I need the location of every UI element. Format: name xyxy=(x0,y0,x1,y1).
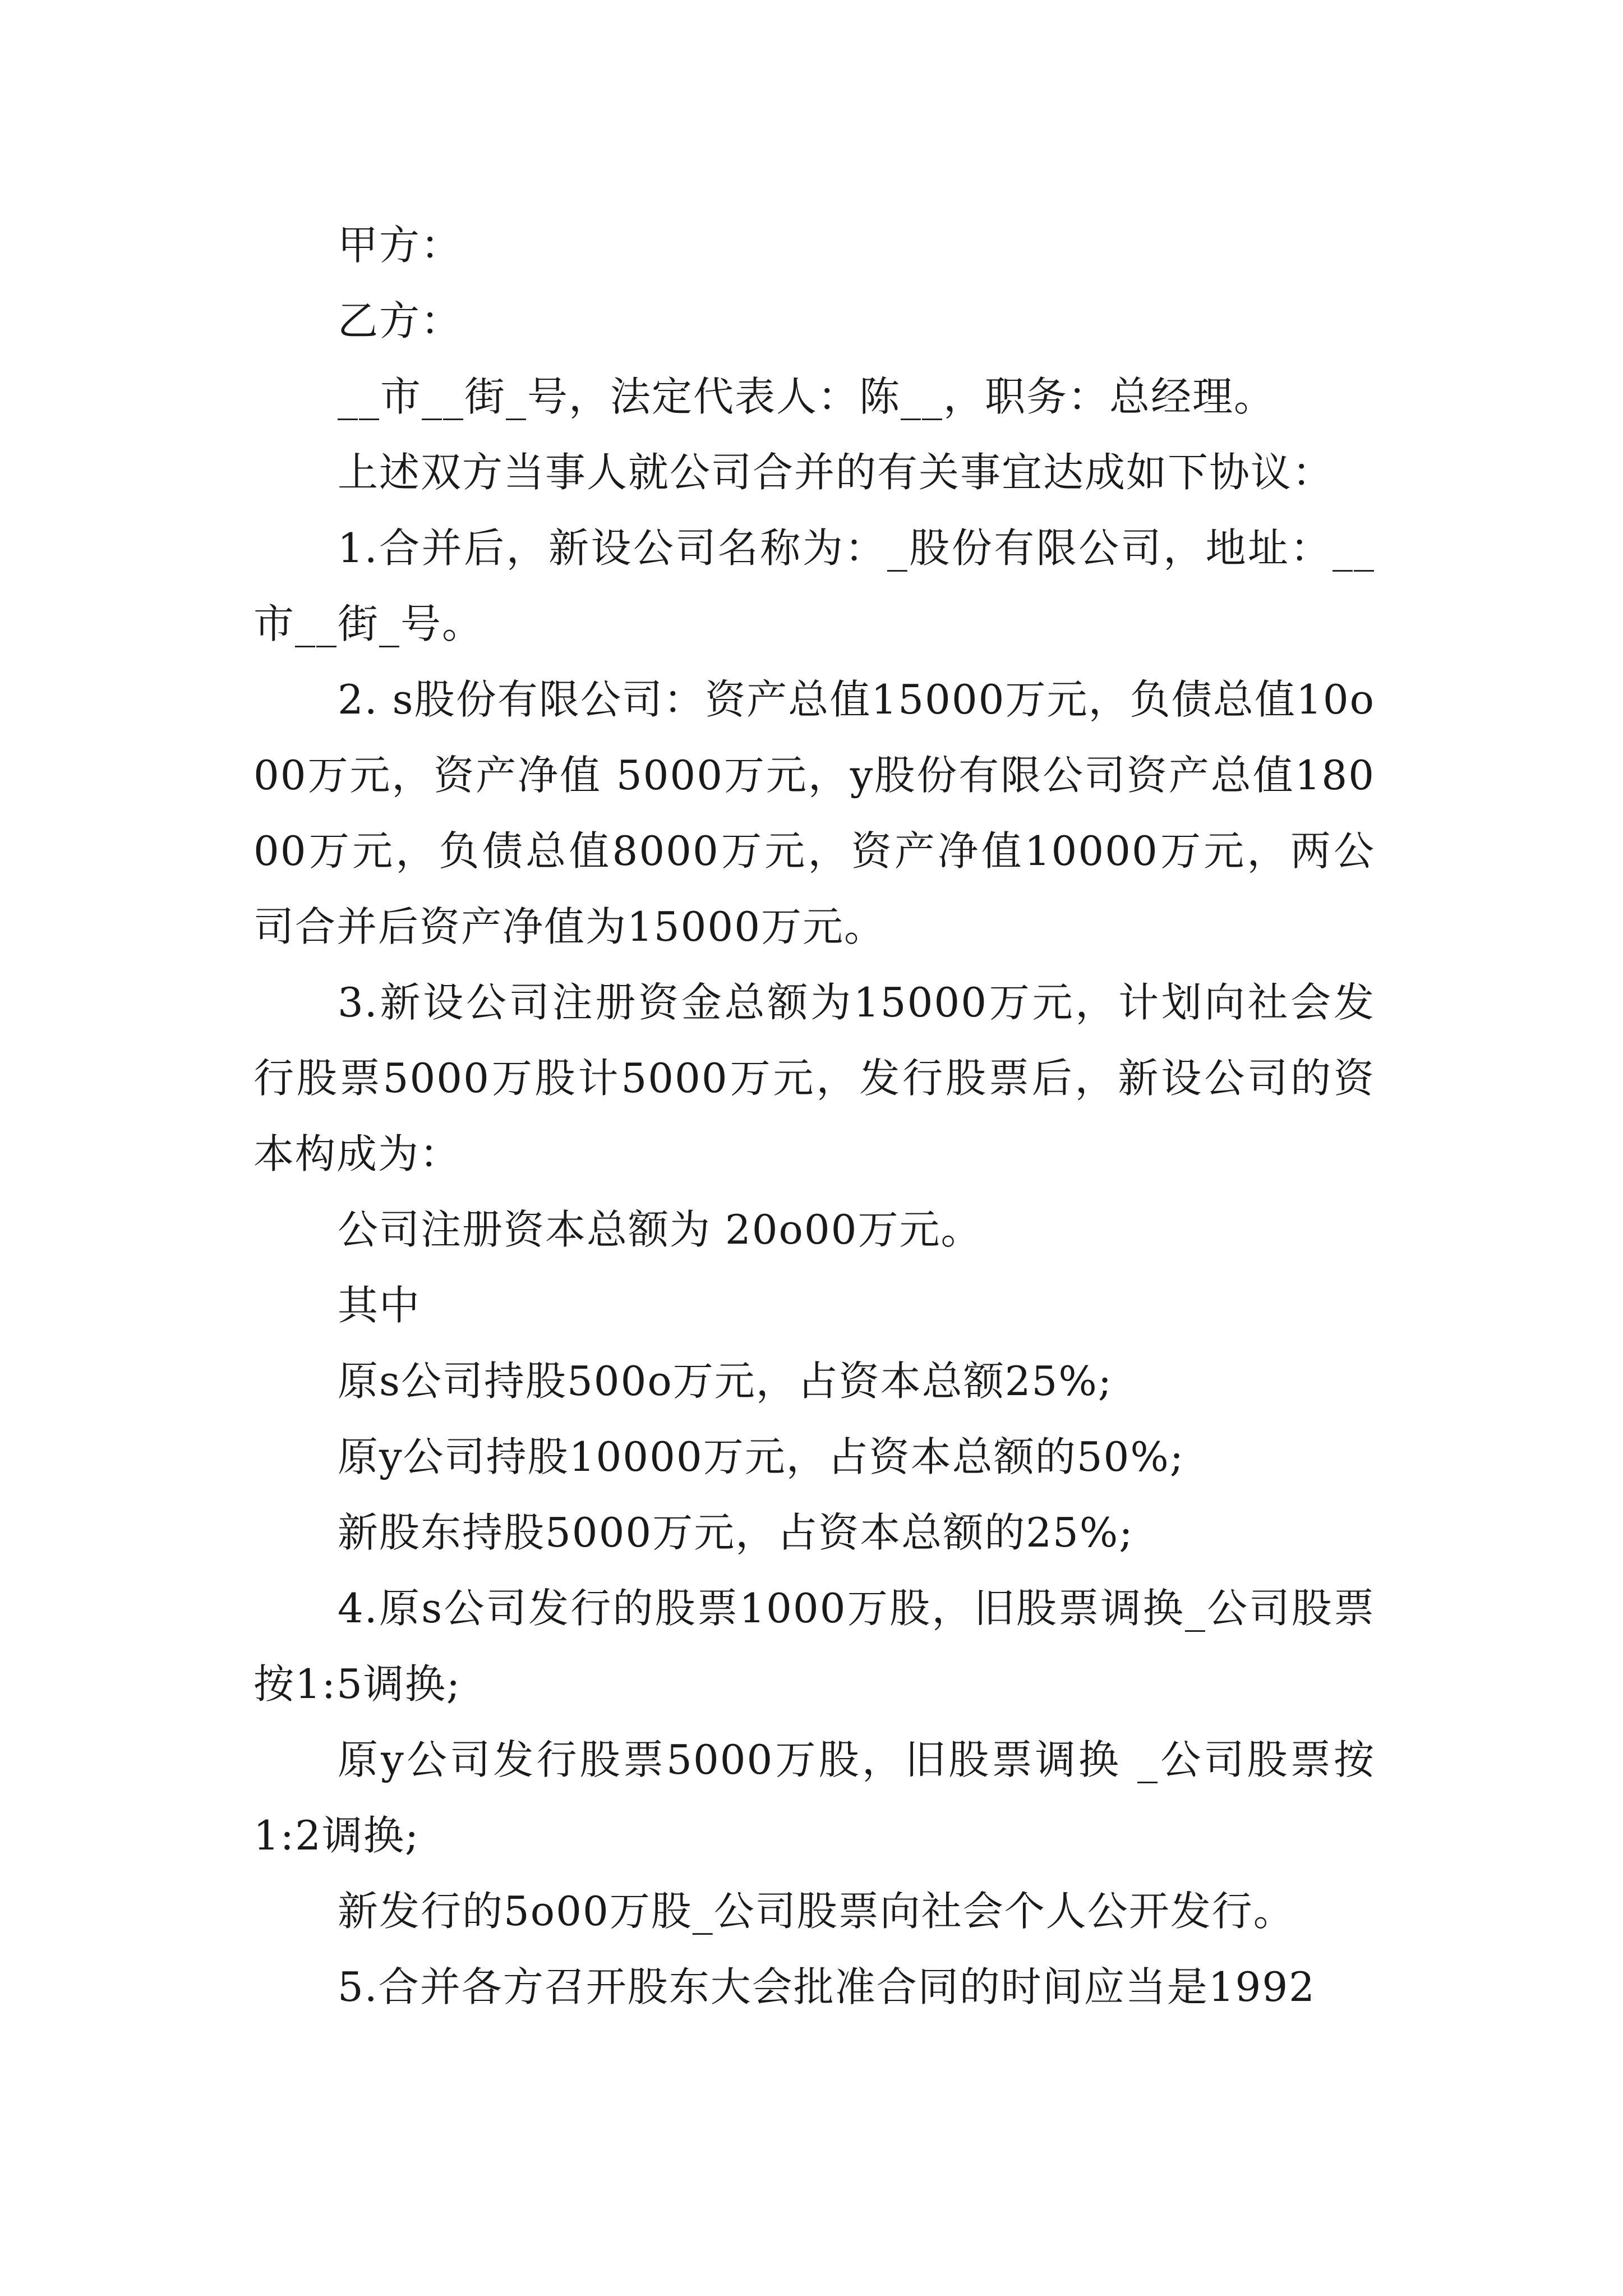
document-body xyxy=(253,208,1375,2025)
new-issue-line: 新发行的5o00万股_公司股票向社会个人公开发行。 xyxy=(338,1888,1295,1935)
shareholding-y-line: 原y公司持股10000万元，占资本总额的50%; xyxy=(338,1433,1185,1480)
address-representative-line: __市__街_号，法定代表人：陈__，职务：总经理。 xyxy=(338,373,1276,420)
among-which-line: 其中 xyxy=(338,1282,421,1329)
shareholding-new-line: 新股东持股5000万元，占资本总额的25%; xyxy=(338,1509,1134,1556)
clause-5-paragraph: 5.合并各方召开股东大会批准合同的时间应当是1992 xyxy=(338,1963,1316,2010)
clause-1-paragraph: 1.合并后，新设公司名称为：_股份有限公司，地址：__市__街_号。 xyxy=(253,524,1375,647)
registered-capital-line: 公司注册资本总额为 20o00万元。 xyxy=(338,1206,983,1253)
clause-4-paragraph: 4.原s公司发行的股票1000万股，旧股票调换_公司股票按1:5调换; xyxy=(253,1585,1375,1708)
y-share-exchange-paragraph: 原y公司发行股票5000万股，旧股票调换 _公司股票按1:2调换; xyxy=(253,1736,1375,1859)
shareholding-s-line: 原s公司持股500o万元，占资本总额25%; xyxy=(338,1358,1113,1405)
party-b-line: 乙方： xyxy=(338,297,463,344)
agreement-intro-paragraph: 上述双方当事人就公司合并的有关事宜达成如下协议： xyxy=(338,449,1334,496)
clause-3-paragraph: 3.新设公司注册资金总额为15000万元，计划向社会发行股票5000万股计5000万元，发行股票后，新设公司的资本构成为： xyxy=(253,979,1375,1177)
party-a-line: 甲方： xyxy=(338,222,463,269)
clause-2-paragraph: 2. s股份有限公司：资产总值15000万元，负债总值10o00万元，资产净值 5000万元，y股份有限公司资产总值18000万元，负债总值8000万元，资产净值10000万元，两公司合并后资产净值为15000万元。 xyxy=(253,676,1375,950)
